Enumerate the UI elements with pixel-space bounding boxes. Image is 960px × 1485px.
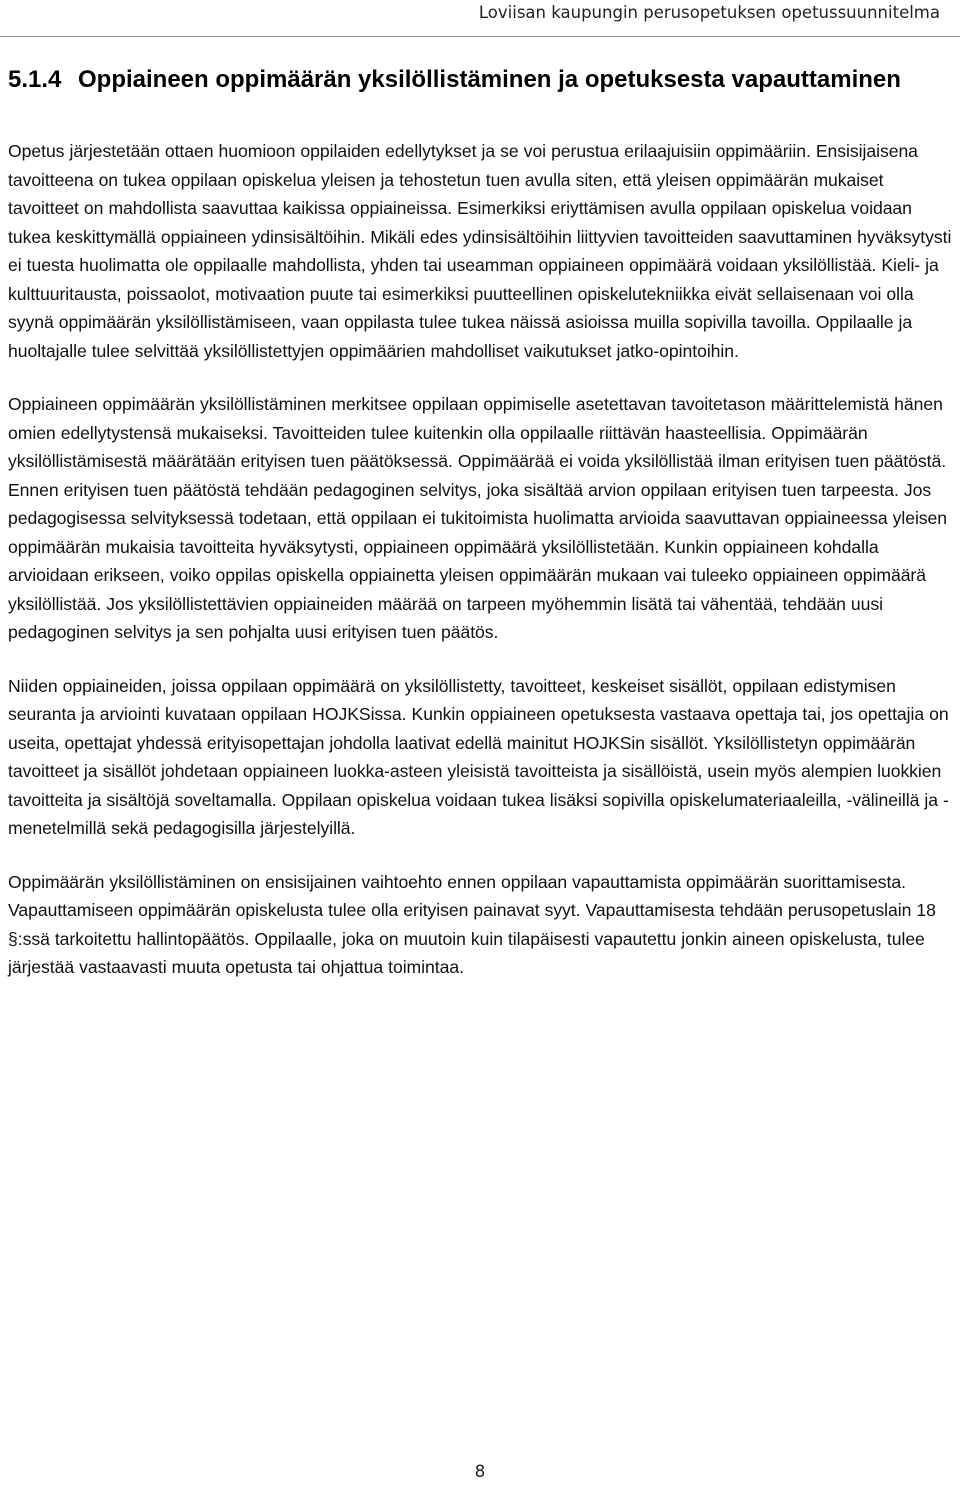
paragraph-1: Opetus järjestetään ottaen huomioon oppilaiden edellytykset ja se voi perustua erilaajuisiin oppimääriin. Ensisijaisena tavoitteena on tukea oppilaan opiskelua yleisen ja tehostetun tuen avulla siten, että yleisen oppimäärän mukaiset tavoitteet on mahdollista saavuttaa kaikissa oppiaineissa. Esimerkiksi eriyttämisen avulla oppilaan opiskelua voidaan tukea keskittymällä oppiaineen ydinsisältöihin. Mikäli edes ydinsisältöihin liittyvien tavoitteiden saavuttaminen hyväksytysti ei tuesta huolimatta ole oppilaalle mahdollista, yhden tai useamman oppiaineen oppimäärä voidaan yksilöllistää. Kieli- ja kulttuuritausta, poissaolot, motivaation puute tai esimerkiksi puutteellinen opiskelutekniikka eivät sellaisenaan voi olla syynä oppimäärän yksilöllistämiseen, vaan oppilasta tulee tukea näissä asioissa muilla sopivilla tavoilla. Oppilaalle ja huoltajalle tulee selvittää yksilöllistettyjen oppimäärien mahdolliset vaikutukset jatko-opintoihin. <box>8 141 952 361</box>
paragraph-2: Oppiaineen oppimäärän yksilöllistäminen merkitsee oppilaan oppimiselle asetettavan tavoitetason määrittelemistä hänen omien edellytystensä mukaiseksi. Tavoitteiden tulee kuitenkin olla oppilaalle riittävän haasteellisia. Oppimäärän yksilöllistämisestä määrätään erityisen tuen päätöksessä. Oppimäärää ei voida yksilöllistää ilman erityisen tuen päätöstä. Ennen erityisen tuen päätöstä tehdään pedagoginen selvitys, joka sisältää arvion oppilaan erityisen tuen tarpeesta. Jos pedagogisessa selvityksessä todetaan, että oppilaan ei tukitoimista huolimatta arvioida saavuttavan oppiaineessa yleisen oppimäärän mukaisia tavoitteita hyväksytysti, oppiaineen oppimäärä yksilöllistetään. Kunkin oppiaineen kohdalla arvioidaan erikseen, voiko oppilas opiskella oppiainetta yleisen oppimäärän mukaan vai tuleeko oppiaineen oppimäärä yksilöllistää. Jos yksilöllistettävien oppiaineiden määrää on tarpeen myöhemmin lisätä tai vähentää, tehdään uusi pedagoginen selvitys ja sen pohjalta uusi erityisen tuen päätös. <box>8 394 948 642</box>
section-title: Oppiaineen oppimäärän yksilöllistäminen ja opetuksesta vapauttaminen <box>78 66 901 93</box>
page-number: 8 <box>474 1462 486 1481</box>
running-header: Loviisan kaupungin perusopetuksen opetussuunnitelma <box>478 3 940 22</box>
document-body <box>8 64 952 1007</box>
header-rule <box>0 36 960 37</box>
section-heading <box>8 64 952 96</box>
paragraph-4: Oppimäärän yksilöllistäminen on ensisijainen vaihtoehto ennen oppilaan vapauttamista oppimäärän suorittamisesta. Vapauttamiseen oppimäärän opiskelusta tulee olla erityisen painavat syyt. Vapauttamisesta tehdään perusopetuslain 18 §:ssä tarkoitettu hallintopäätös. Oppilaalle, joka on muutoin kuin tilapäisesti vapautettu jonkin aineen opiskelusta, tulee järjestää vastaavasti muuta opetusta tai ohjattua toimintaa. <box>8 871 936 977</box>
section-number: 5.1.4 <box>8 66 62 93</box>
paragraph-3: Niiden oppiaineiden, joissa oppilaan oppimäärä on yksilöllistetty, tavoitteet, keskeiset sisällöt, oppilaan edistymisen seuranta ja arviointi kuvataan oppilaan HOJKSissa. Kunkin oppiaineen opetuksesta vastaava opettaja tai, jos opettajia on useita, opettajat yhdessä erityisopettajan johdolla laativat edellä mainitut HOJKSin sisällöt. Yksilöllistetyn oppimäärän tavoitteet ja sisällöt johdetaan oppiaineen luokka-asteen yleisistä tavoitteista ja sisällöistä, usein myös alempien luokkien tavoitteita ja sisältöjä soveltamalla. Oppilaan opiskelua voidaan tukea lisäksi sopivilla opiskelumateriaaleilla, -välineillä ja -menetelmillä sekä pedagogisilla järjestelyillä. <box>8 675 949 838</box>
